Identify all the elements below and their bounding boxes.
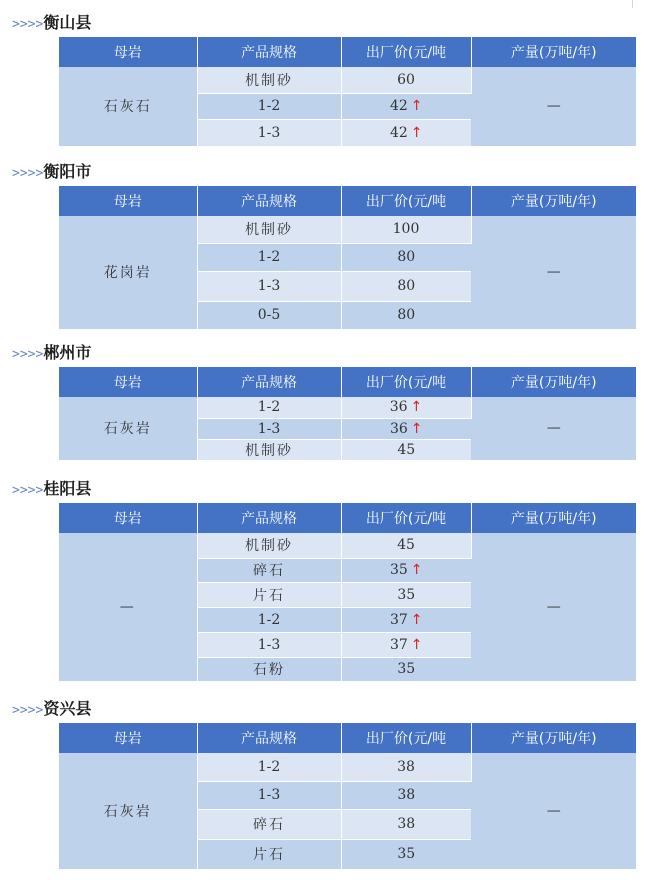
price-value: 35 (389, 562, 408, 578)
price-value: 45 (397, 441, 416, 458)
spec-label: 1-3 (257, 636, 281, 653)
spec-label: 石粉 (253, 662, 285, 678)
spec-label: 1-3 (257, 124, 281, 141)
price-cell (341, 418, 471, 439)
price-value: 80 (397, 278, 416, 294)
price-cell (341, 809, 471, 839)
spec-cell (197, 632, 341, 657)
spec-cell (197, 301, 341, 329)
section-title (12, 160, 91, 184)
section-title (12, 697, 91, 721)
header-rock: 母岩 (59, 503, 197, 533)
price-cell (341, 582, 471, 607)
price-cell (341, 301, 471, 329)
price-cell (341, 607, 471, 632)
table-row (59, 397, 636, 418)
price-value: 38 (397, 758, 415, 775)
price-cell (341, 119, 471, 146)
section-title (12, 341, 91, 365)
spec-cell (197, 533, 341, 558)
rock-type-cell: — (59, 533, 197, 681)
price-value: 42 (389, 98, 408, 114)
header-spec: 产品规格 (197, 367, 341, 397)
price-value: 42 (389, 124, 408, 141)
price-value: 38 (397, 787, 416, 803)
price-cell (341, 839, 471, 869)
price-cell (341, 67, 471, 93)
spec-label: 机制砂 (245, 222, 293, 239)
price-cell (341, 657, 471, 681)
spec-cell (197, 397, 341, 418)
header-price: 出厂价(元/吨 (341, 367, 471, 397)
price-value: 35 (397, 846, 416, 862)
spec-label: 1-3 (257, 278, 281, 294)
spec-label: 1-2 (257, 399, 281, 416)
spec-cell (197, 781, 341, 809)
output-cell: — (471, 533, 636, 681)
table-row (59, 753, 636, 781)
spec-cell (197, 839, 341, 869)
table-row (59, 67, 636, 93)
price-cell (341, 216, 471, 243)
price-table (59, 186, 636, 330)
price-cell (341, 753, 471, 781)
price-value: 100 (392, 221, 420, 238)
price-value: 35 (397, 586, 416, 603)
region-name: 衡山县 (43, 13, 92, 32)
arrow-up-icon: ↑ (410, 98, 423, 114)
spec-label: 1-3 (257, 420, 281, 437)
region-name: 桂阳县 (43, 479, 92, 498)
header-spec: 产品规格 (197, 503, 341, 533)
header-rock: 母岩 (59, 367, 197, 397)
rock-type-cell: 石灰岩 (59, 397, 197, 460)
header-spec: 产品规格 (197, 37, 341, 67)
price-cell (341, 93, 471, 119)
spec-cell (197, 607, 341, 632)
top-divider (632, 0, 633, 8)
arrow-up-icon: ↑ (410, 611, 423, 628)
table-header-row (59, 186, 636, 216)
section-title (12, 477, 91, 501)
spec-label: 1-2 (257, 98, 281, 114)
region-name: 衡阳市 (43, 162, 92, 181)
price-value: 37 (389, 636, 408, 653)
price-value: 36 (389, 399, 408, 416)
price-value: 38 (397, 816, 416, 832)
spec-label: 碎石 (253, 817, 285, 833)
arrow-up-icon: ↑ (410, 399, 423, 416)
spec-cell (197, 119, 341, 146)
table-row (59, 533, 636, 558)
price-cell (341, 632, 471, 657)
spec-cell (197, 418, 341, 439)
section-arrows-icon: >>>> (12, 347, 44, 362)
header-output: 产量(万吨/年) (471, 367, 636, 397)
spec-label: 1-3 (257, 787, 281, 803)
header-price: 出厂价(元/吨 (341, 503, 471, 533)
price-cell (341, 397, 471, 418)
spec-label: 机制砂 (245, 538, 293, 555)
header-output: 产量(万吨/年) (471, 723, 636, 753)
spec-label: 1-2 (257, 758, 281, 775)
section-title (12, 11, 91, 35)
arrow-up-icon: ↑ (410, 420, 423, 437)
spec-cell (197, 93, 341, 119)
header-price: 出厂价(元/吨 (341, 723, 471, 753)
price-value: 80 (397, 307, 416, 323)
header-spec: 产品规格 (197, 186, 341, 216)
arrow-up-icon: ↑ (410, 562, 423, 578)
section-arrows-icon: >>>> (12, 166, 44, 181)
spec-label: 片石 (253, 847, 285, 863)
spec-cell (197, 216, 341, 243)
arrow-up-icon: ↑ (410, 636, 423, 653)
price-value: 37 (389, 611, 408, 628)
rock-type-cell: 花岗岩 (59, 216, 197, 329)
region-name: 郴州市 (43, 343, 92, 362)
spec-cell (197, 271, 341, 301)
section-arrows-icon: >>>> (12, 703, 44, 718)
spec-label: 片石 (253, 587, 285, 604)
output-cell: — (471, 216, 636, 329)
spec-label: 碎石 (253, 563, 285, 579)
header-rock: 母岩 (59, 723, 197, 753)
header-output: 产量(万吨/年) (471, 37, 636, 67)
table-header-row (59, 367, 636, 397)
price-cell (341, 781, 471, 809)
price-cell (341, 271, 471, 301)
header-rock: 母岩 (59, 37, 197, 67)
price-value: 80 (397, 249, 416, 265)
rock-type-cell: 石灰岩 (59, 753, 197, 869)
table-header-row (59, 723, 636, 753)
header-price: 出厂价(元/吨 (341, 186, 471, 216)
region-name: 资兴县 (43, 699, 92, 718)
spec-cell (197, 809, 341, 839)
header-spec: 产品规格 (197, 723, 341, 753)
spec-cell (197, 439, 341, 460)
table-row (59, 216, 636, 243)
output-cell: — (471, 67, 636, 146)
spec-label: 1-2 (257, 611, 281, 628)
price-value: 45 (397, 537, 415, 554)
spec-cell (197, 67, 341, 93)
price-value: 36 (389, 420, 408, 437)
spec-label: 机制砂 (245, 442, 293, 459)
spec-cell (197, 657, 341, 681)
rock-type-cell: 石灰石 (59, 67, 197, 146)
spec-cell (197, 243, 341, 271)
spec-cell (197, 558, 341, 582)
output-cell: — (471, 397, 636, 460)
table-header-row (59, 37, 636, 67)
price-cell (341, 558, 471, 582)
section-arrows-icon: >>>> (12, 483, 44, 498)
spec-cell (197, 753, 341, 781)
price-cell (341, 243, 471, 271)
price-value: 35 (397, 661, 416, 677)
price-table (59, 723, 636, 870)
spec-label: 机制砂 (245, 72, 293, 89)
price-table (59, 37, 636, 147)
spec-cell (197, 582, 341, 607)
header-output: 产量(万吨/年) (471, 503, 636, 533)
price-cell (341, 533, 471, 558)
spec-label: 1-2 (257, 249, 281, 265)
spec-label: 0-5 (257, 307, 281, 323)
header-price: 出厂价(元/吨 (341, 37, 471, 67)
table-header-row (59, 503, 636, 533)
header-rock: 母岩 (59, 186, 197, 216)
price-value: 60 (397, 71, 415, 88)
arrow-up-icon: ↑ (410, 124, 423, 141)
section-arrows-icon: >>>> (12, 17, 44, 32)
price-table (59, 367, 636, 461)
header-output: 产量(万吨/年) (471, 186, 636, 216)
price-table (59, 503, 636, 682)
price-cell (341, 439, 471, 460)
output-cell: — (471, 753, 636, 869)
